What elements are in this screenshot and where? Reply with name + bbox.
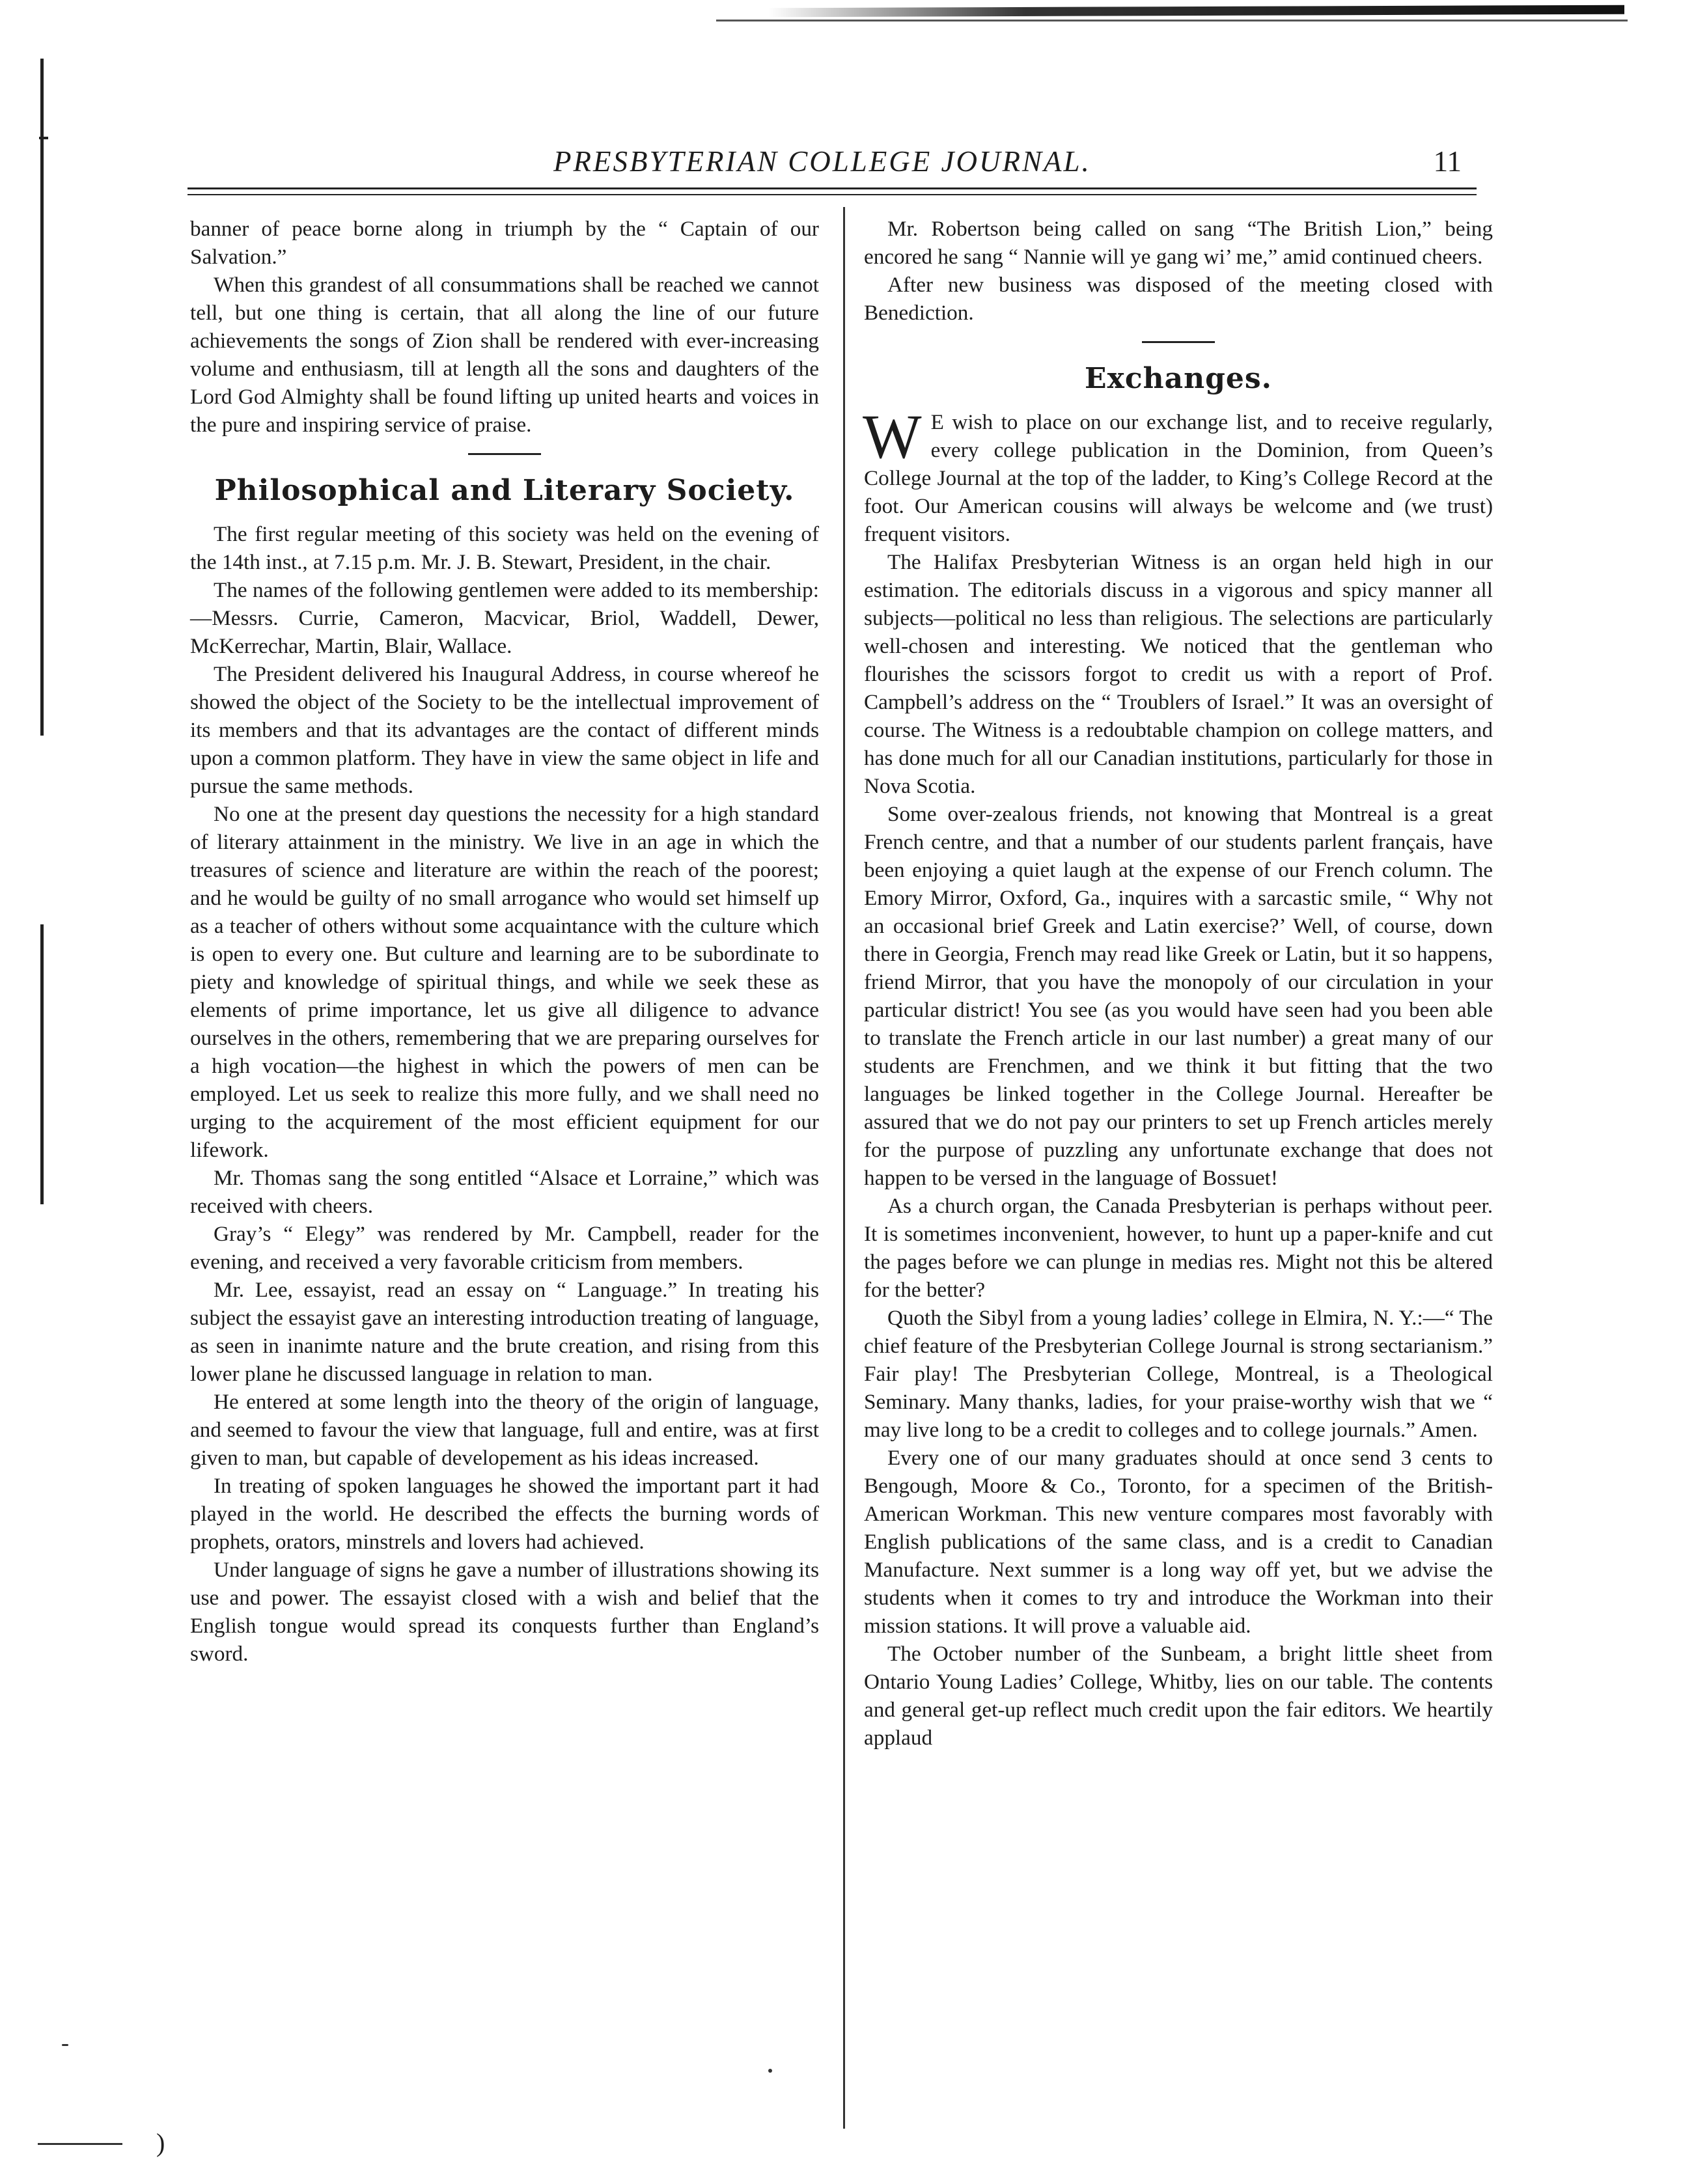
paragraph: Mr. Thomas sang the song entitled “Alsace et Lorraine,” which was received with cheers. [190, 1166, 819, 1218]
drop-cap-paragraph-text: E wish to place on our exchange list, and to receive regularly, every college publication in the Dominion, from Queen’s College Journal at the top of the ladder, to King’s College Record at the foot. Our American cousins will always be welcome and (we trust) frequent visitors. [864, 410, 1493, 546]
top-edge-stroke [768, 5, 1624, 18]
footer-rule-mark [38, 2143, 122, 2145]
paragraph: The October number of the Sunbeam, a bright little sheet from Ontario Young Ladies’ College, Whitby, lies on our table. The contents and general get-up reflect much credit upon the fair editors. We heartily applaud [864, 1642, 1493, 1750]
paragraph: Mr. Robertson being called on sang “The British Lion,” being encored he sang “ Nannie will ye gang wi’ me,” amid continued cheers. [864, 217, 1493, 269]
section-divider [468, 453, 541, 455]
print-speck [768, 2069, 772, 2073]
paragraph: As a church organ, the Canada Presbyterian is perhaps without peer. It is sometimes inconvenient, however, to hunt up a paper-knife and cut the pages before we can plunge in medias res. Might not this be altered for the better? [864, 1194, 1493, 1302]
footer-bracket-mark: ) [156, 2128, 165, 2157]
paragraph: banner of peace borne along in triumph by the “ Captain of our Salvation.” [190, 217, 819, 269]
paragraph: No one at the present day questions the necessity for a high standard of literary attainment in the ministry. We live in an age in which the treasures of science and literature are within the reach of the poorest; and he would be guilty of no small arrogance who would set himself up as a teacher of others without some acquaintance with the culture which is open to every one. But culture and learning are to be subordinate to piety and knowledge of spiritual things, and while we seek these as elements of prime importance, let us give all diligence to advance ourselves in the others, remembering that we are preparing ourselves for a high vocation—the highest in which the powers of men can be employed. Let us seek to realize this more fully, and we shall need no urging to the acquirement of the most efficient equipment for our lifework. [190, 802, 819, 1162]
paragraph: When this grandest of all consummations shall be reached we cannot tell, but one thing is certain, that all along the line of our future achievements the songs of Zion shall be rendered with ever-increasing volume and enthusiasm, till at length all the sons and daughters of the Lord God Almighty shall be found lifting up united hearts and voices in the pure and inspiring service of praise. [190, 273, 819, 437]
print-speck [62, 2044, 68, 2046]
paragraph: The names of the following gentlemen were added to its membership:—Messrs. Currie, Cameron, Macvicar, Briol, Waddell, Dewer, McKerrechar, Martin, Blair, Wallace. [190, 578, 819, 658]
binding-tick-mark [39, 137, 48, 139]
drop-cap: W [863, 402, 922, 471]
section-heading-exchanges: Exchanges. [1085, 362, 1272, 395]
section-heading-society: Philosophical and Literary Society. [214, 474, 795, 507]
header-rule [188, 187, 1477, 189]
paragraph-with-drop-cap [863, 402, 1493, 548]
paragraph: Quoth the Sibyl from a young ladies’ college in Elmira, N. Y.:—“ The chief feature of the Presbyterian College Journal is strong sectarianism.” Fair play! The Presbyterian College, Montreal, is a Theological Seminary. Many thanks, ladies, for your praise-worthy wish that we “ may live long to be a credit to colleges and to college journals.” Amen. [864, 1306, 1493, 1442]
paragraph: After new business was disposed of the meeting closed with Benediction. [864, 273, 1493, 325]
running-title: PRESBYTERIAN COLLEGE JOURNAL. [553, 145, 1091, 178]
left-column [190, 215, 819, 1668]
paragraph: The Halifax Presbyterian Witness is an organ held high in our estimation. The editorials discuss in a vigorous and spicy manner all subjects—political no less than religious. The selections are particularly well-chosen and interesting. We noticed that the gentleman who flourishes the scissors forgot to credit us with a report of Prof. Campbell’s address on the “ Troublers of Israel.” It was an oversight of course. The Witness is a redoubtable champion on college matters, and has done much for all our Canadian institutions, particularly for those in Nova Scotia. [864, 550, 1493, 798]
paragraph: Every one of our many graduates should at once send 3 cents to Bengough, Moore & Co., Toronto, for a specimen of the British-American Workman. This new venture compares most favorably with English publications of the same class, and is a credit to Canadian Manufacture. Next summer is a long way off yet, but we advise the students when it comes to try and introduce the Workman into their mission stations. It will prove a valuable aid. [864, 1446, 1493, 1638]
paragraph: In treating of spoken languages he showed the important part it had played in the world. He described the effects the burning words of prophets, orators, minstrels and lovers had achieved. [190, 1474, 819, 1554]
right-column [864, 215, 1493, 1752]
paragraph: Under language of signs he gave a number of illustrations showing its use and power. The essayist closed with a wish and belief that the English tongue would spread its conquests further than England’s sword. [190, 1558, 819, 1666]
binding-edge-line-lower [40, 924, 44, 1204]
paragraph: He entered at some length into the theory of the origin of language, and seemed to favour the view that language, full and entire, was at first given to man, but capable of developement as his ideas increased. [190, 1390, 819, 1470]
section-divider [1142, 341, 1215, 343]
paragraph: Gray’s “ Elegy” was rendered by Mr. Campbell, reader for the evening, and received a very favorable criticism from members. [190, 1222, 819, 1274]
paragraph: Mr. Lee, essayist, read an essay on “ Language.” In treating his subject the essayist gave an interesting introduction treating of language, as seen in inanimte nature and the brute creation, and rising from this lower plane he discussed language in relation to man. [190, 1278, 819, 1386]
paragraph: The first regular meeting of this society was held on the evening of the 14th inst., at 7.15 p.m. Mr. J. B. Stewart, President, in the chair. [190, 522, 819, 574]
page-number: 11 [1433, 145, 1462, 178]
page-header [189, 145, 1475, 184]
top-edge-rule [716, 20, 1628, 21]
paragraph: Some over-zealous friends, not knowing that Montreal is a great French centre, and that a number of our students parlent français, have been enjoying a quiet laugh at the expense of our French column. The Emory Mirror, Oxford, Ga., inquires with a sarcastic smile, “ Why not an occasional brief Greek and Latin exercise?’ Well, of course, down there in Georgia, French may read like Greek or Latin, but it so happens, friend Mirror, that you have the monopoly of our circulation in your particular district! You see (as you would have seen had you been able to translate the French article in our last number) a great many of our students are Frenchmen, and we think it but fitting that the two languages be linked together in the College Journal. Hereafter be assured that we do not pay our printers to set up French articles merely for the purpose of puzzling any unfortunate exchange that does not happen to be versed in the language of Bossuet! [864, 802, 1493, 1190]
header-rule-thin [188, 194, 1477, 195]
paragraph: The President delivered his Inaugural Address, in course whereof he showed the object of the Society to be the intellectual improvement of its members and that its advantages are the contact of different minds upon a common platform. They have in view the same object in life and pursue the same methods. [190, 662, 819, 798]
column-divider [843, 207, 845, 2129]
binding-edge-line [40, 59, 44, 736]
